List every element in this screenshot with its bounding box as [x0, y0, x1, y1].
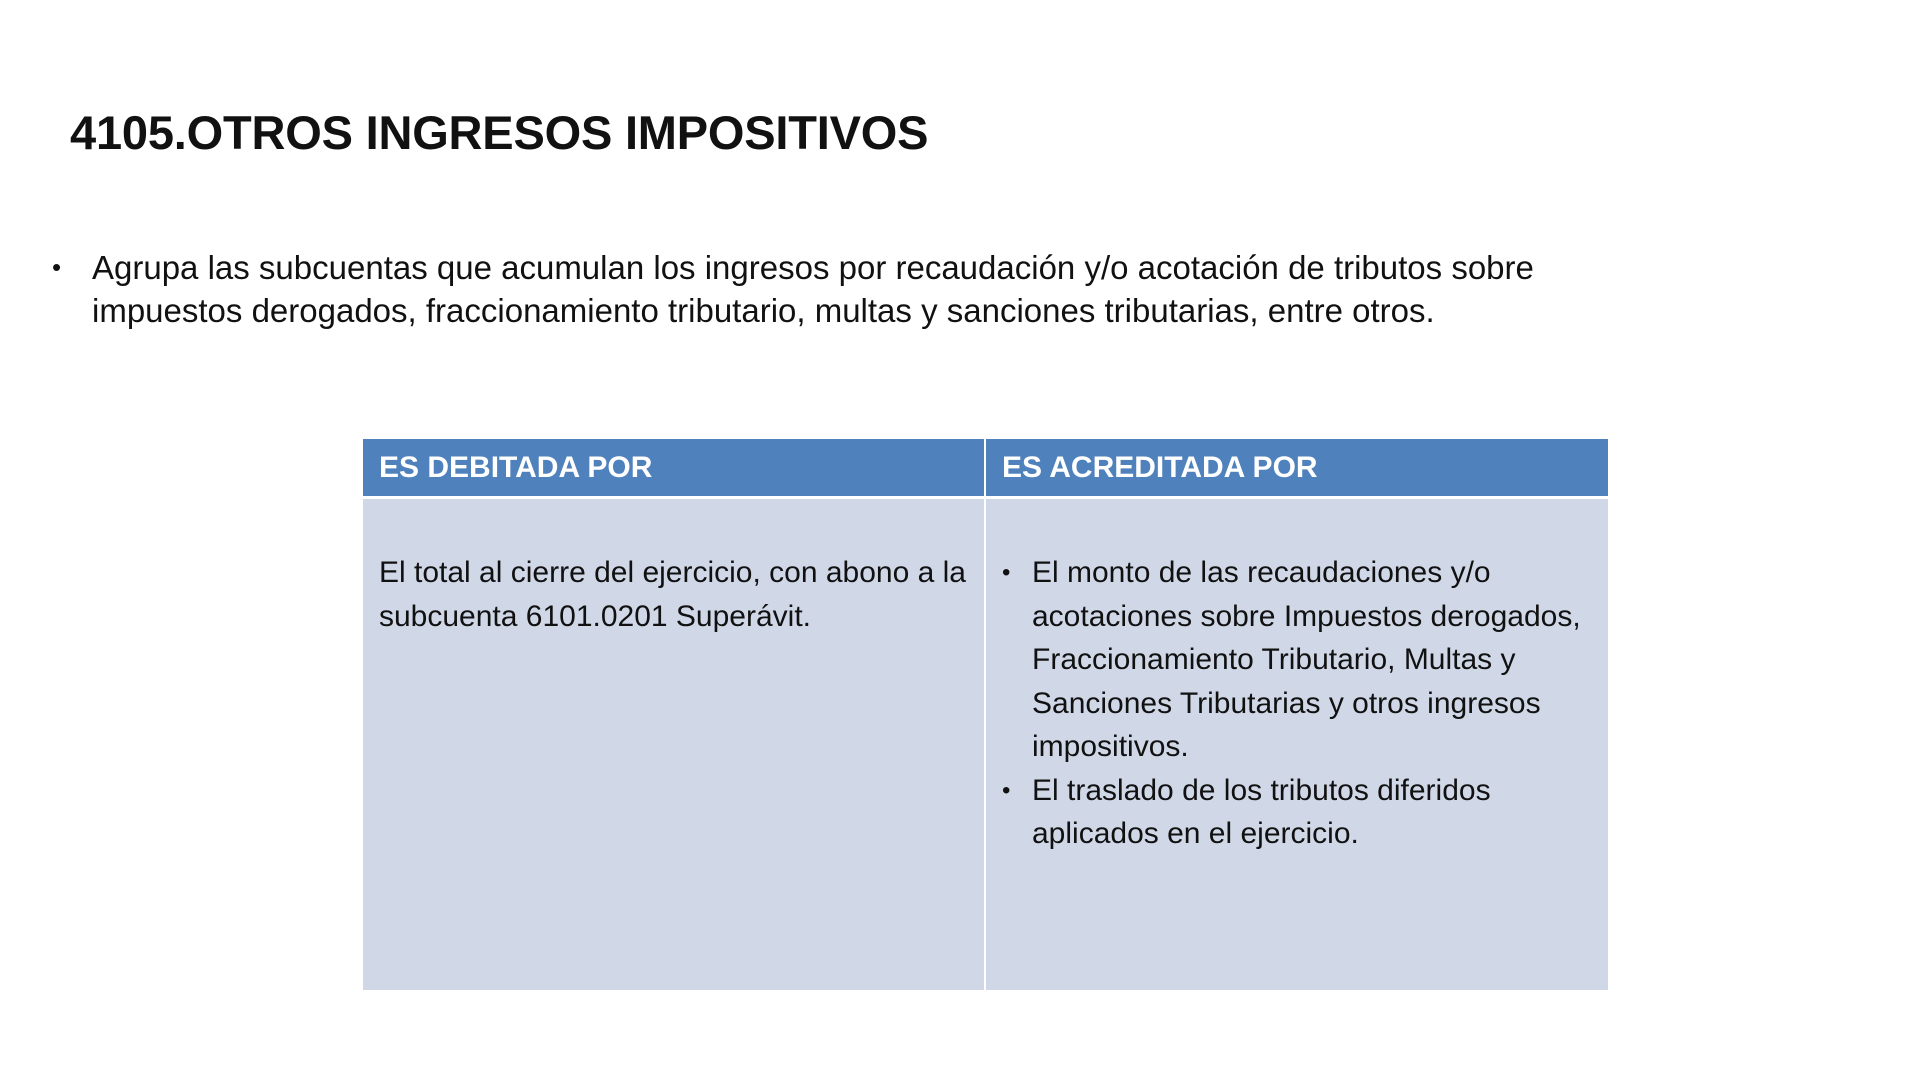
intro-bullet: •: [52, 252, 62, 282]
account-rules-table-wrapper: [363, 439, 1608, 990]
header-credit: ES ACREDITADA POR: [985, 439, 1608, 498]
credit-cell: [985, 498, 1608, 991]
credit-item-text: El traslado de los tributos diferidos aplicados en el ejercicio.: [1032, 773, 1491, 850]
table-row: [363, 498, 1608, 991]
debit-cell: [363, 498, 985, 991]
header-debit: ES DEBITADA POR: [363, 439, 985, 498]
bullet-icon: •: [1002, 776, 1011, 804]
credit-list: [1002, 551, 1592, 856]
bullet-icon: •: [1002, 559, 1011, 586]
list-item: [1002, 769, 1592, 856]
slide-title: 4105.OTROS INGRESOS IMPOSITIVOS: [70, 106, 929, 159]
list-item: [1002, 551, 1592, 769]
credit-item-text: El monto de las recaudaciones y/o acotaciones sobre Impuestos derogados, Fraccionamiento Tributario, Multas y Sanciones Tributarias y otros ingresos impositivos.: [1032, 556, 1581, 763]
intro-text: Agrupa las subcuentas que acumulan los ingresos por recaudación y/o acotación de tributos sobre impuestos derogados, fraccionamiento tributario, multas y sanciones tributarias, entre otros.: [92, 249, 1534, 329]
table-header-row: [363, 439, 1608, 498]
debit-text: El total al cierre del ejercicio, con abono a la subcuenta 6101.0201 Superávit.: [379, 556, 966, 633]
intro-paragraph: [52, 246, 1692, 332]
account-rules-table: [363, 439, 1608, 990]
